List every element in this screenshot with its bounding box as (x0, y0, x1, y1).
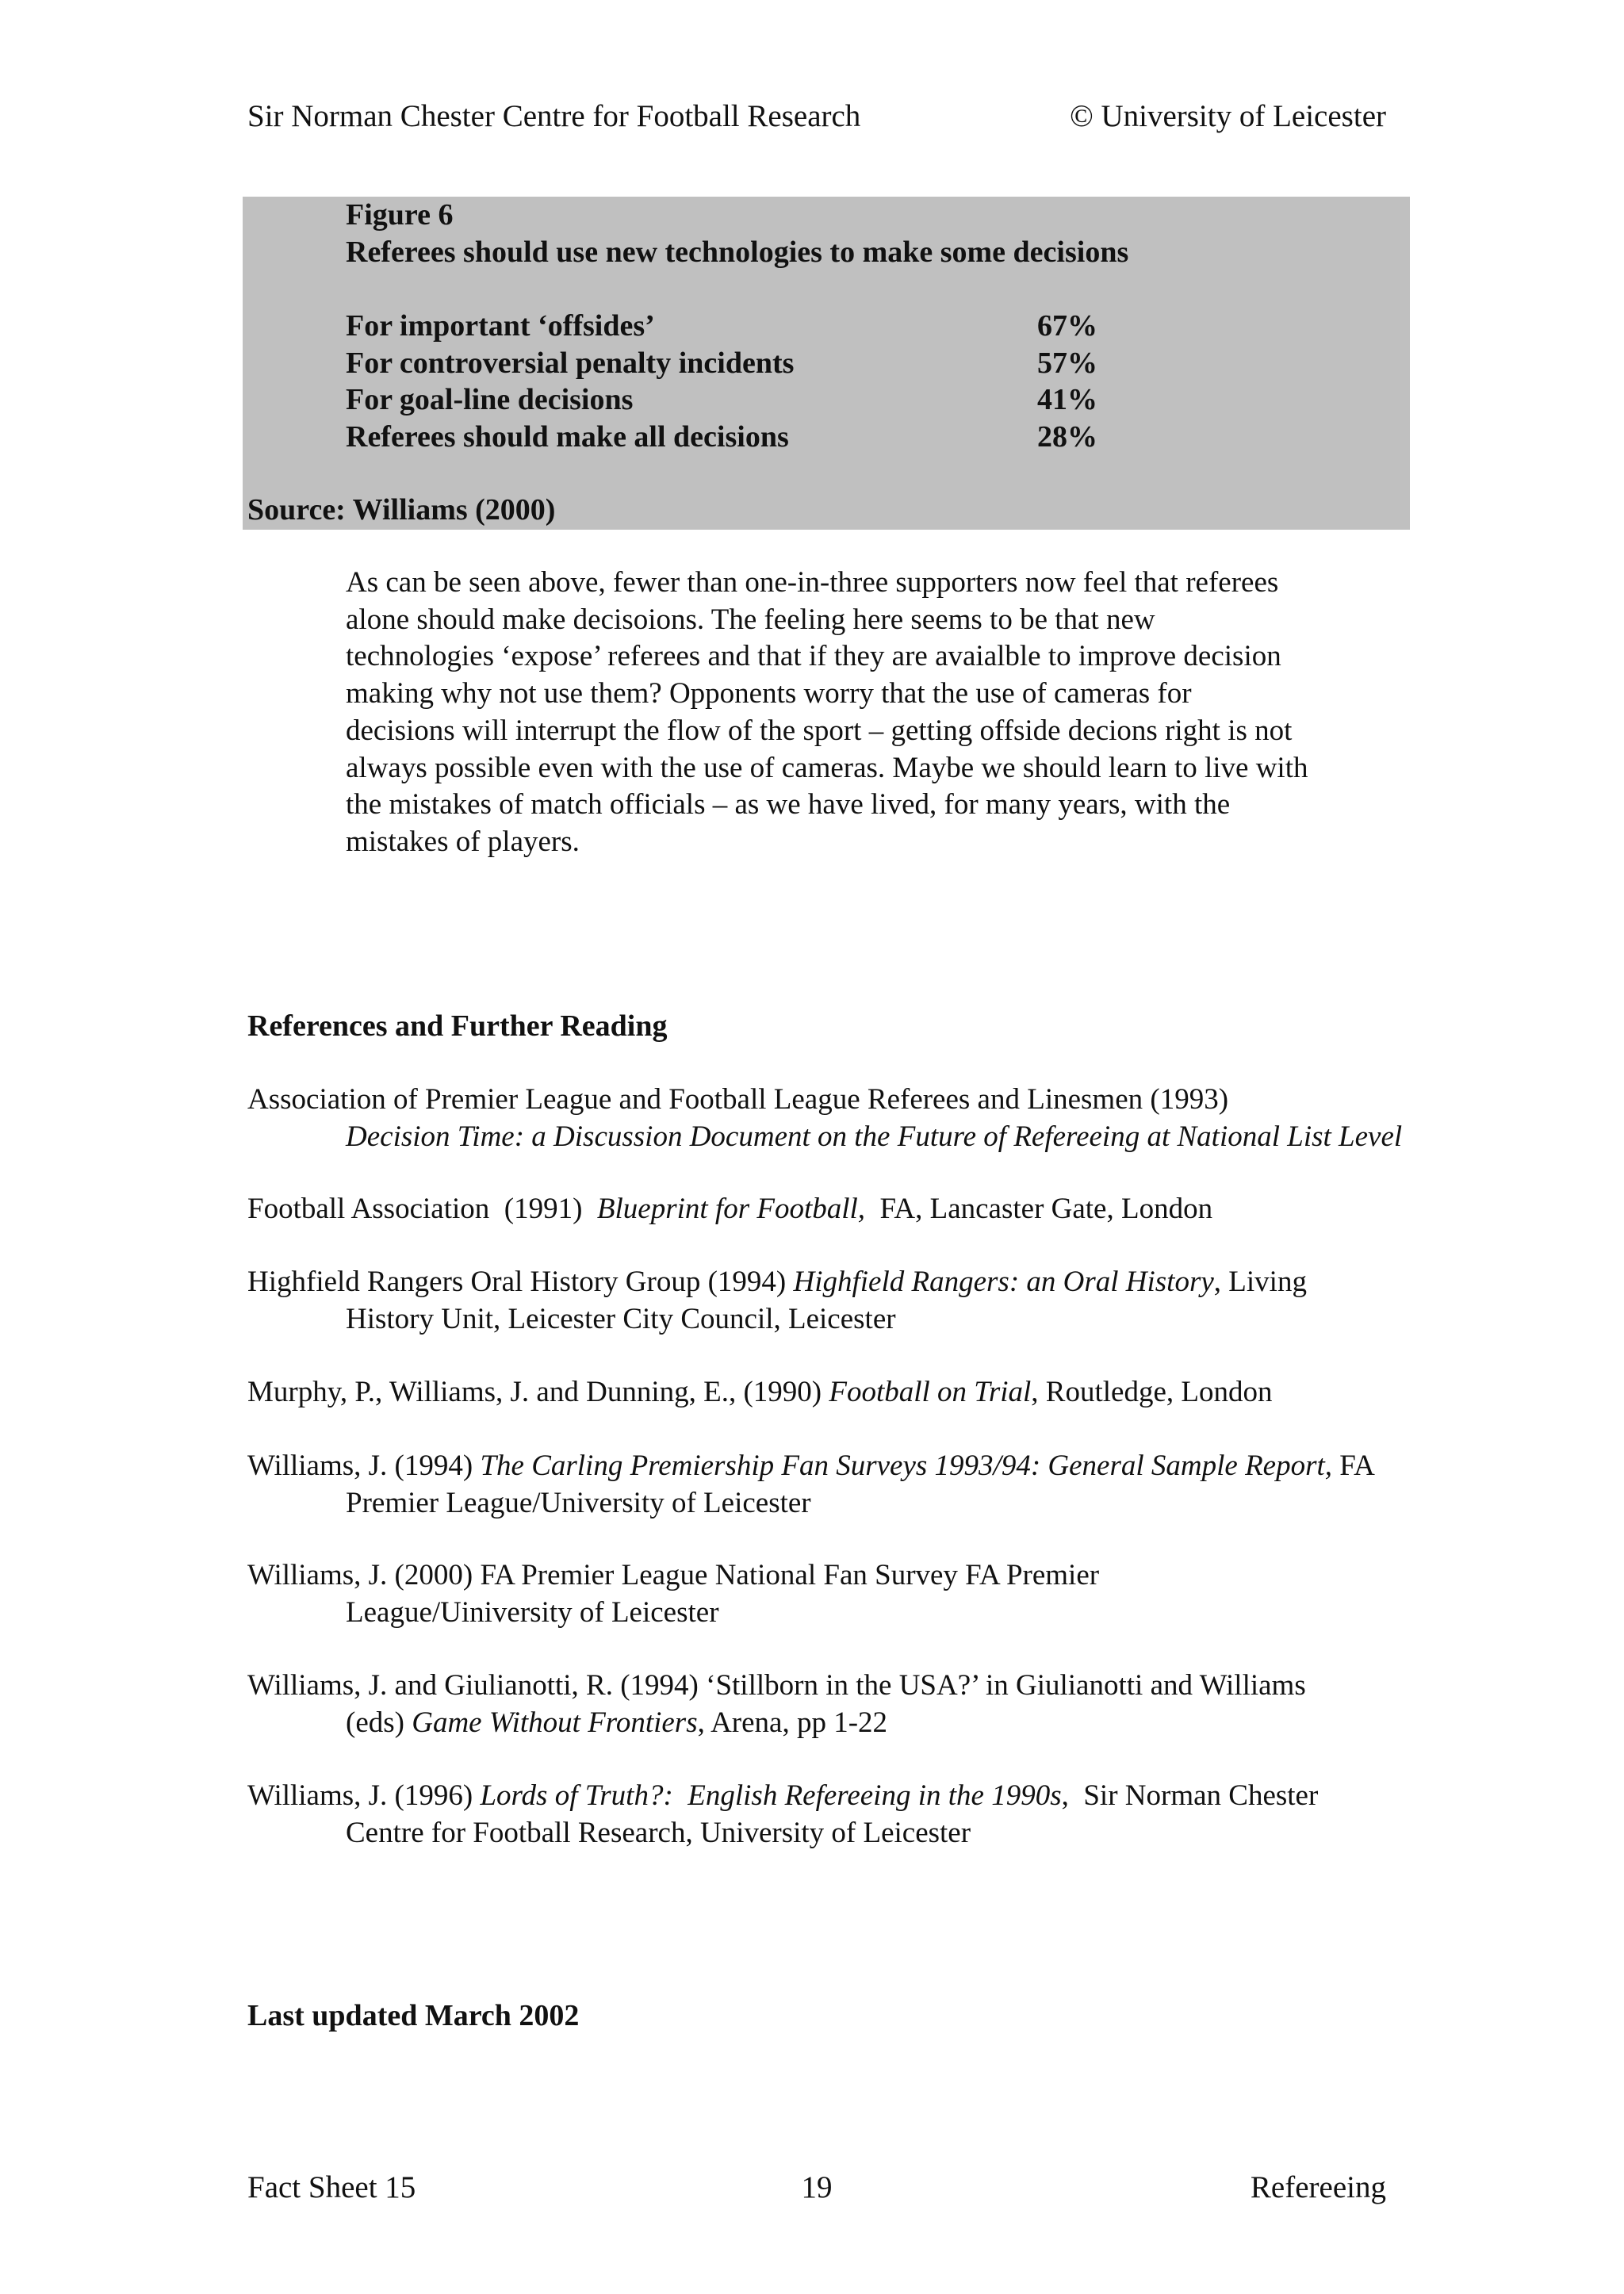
reference-text: Highfield Rangers Oral History Group (1994) (247, 1266, 794, 1298)
figure-row (346, 345, 1097, 382)
reference-line: Williams, J. (2000) FA Premier League National Fan Survey FA Premier (247, 1559, 1100, 1591)
reference-title: Lords of Truth?: English Refereeing in the 1990s (480, 1779, 1062, 1812)
figure-row (346, 381, 1097, 419)
reference-entry (247, 1448, 1405, 1522)
reference-entry (247, 1191, 1405, 1228)
reference-text: , Arena, pp 1-22 (697, 1706, 888, 1739)
reference-text: (eds) (346, 1706, 412, 1739)
reference-line (247, 1264, 1405, 1301)
figure-row-label: For controversial penalty incidents (346, 346, 795, 380)
reference-title: Decision Time: a Discussion Document on the Future of Refereeing at National List Level (346, 1120, 1403, 1153)
reference-line (247, 1448, 1405, 1485)
reference-text: Williams, J. (1996) (247, 1779, 481, 1812)
reference-line: League/Uiniversity of Leicester (346, 1595, 719, 1629)
reference-title: Football on Trial (829, 1376, 1032, 1408)
reference-line (247, 1705, 1405, 1742)
reference-line (247, 1119, 1405, 1156)
page-number: 19 (801, 2170, 833, 2204)
reference-line (247, 1374, 1405, 1411)
figure-row-value: 28% (1037, 419, 1097, 454)
reference-line (247, 1778, 1405, 1815)
figure-caption: Referees should use new technologies to make some decisions (346, 236, 1129, 269)
page-header (247, 98, 1386, 134)
reference-entry (247, 1374, 1405, 1411)
reference-text: Football Association (1991) (247, 1193, 597, 1225)
reference-line: Association of Premier League and Football League Referees and Linesmen (1993) (247, 1083, 1229, 1116)
figure-table (346, 308, 1097, 455)
figure-row-value: 67% (1037, 309, 1097, 343)
reference-text: Williams, J. (1994) (247, 1450, 481, 1482)
reference-title: Game Without Frontiers (412, 1706, 698, 1739)
figure-title (346, 197, 1128, 271)
reference-line (247, 1191, 1405, 1228)
header-right: © University of Leicester (1070, 99, 1386, 133)
footer-right: Refereeing (1250, 2170, 1386, 2204)
page-footer (247, 2170, 1386, 2205)
figure-row (346, 308, 1097, 345)
figure-row-label: Referees should make all decisions (346, 419, 789, 454)
reference-line: History Unit, Leicester City Council, Leicester (346, 1302, 896, 1335)
paragraph-line: technologies ‘expose’ referees and that if they are avaialble to improve decision (346, 640, 1281, 673)
reference-line: Centre for Football Research, University of Leicester (346, 1816, 971, 1849)
paragraph-line: the mistakes of match officials – as we have lived, for many years, with the (346, 788, 1231, 821)
last-updated: Last updated March 2002 (247, 1999, 580, 2032)
reference-entry (247, 1778, 1405, 1852)
reference-entry (247, 1264, 1405, 1338)
reference-entry (247, 1557, 1405, 1631)
reference-line: Premier League/University of Leicester (346, 1486, 811, 1519)
reference-text: , Routledge, London (1031, 1376, 1273, 1408)
header-left: Sir Norman Chester Centre for Football Research (247, 99, 861, 133)
reference-text: FA (1332, 1450, 1375, 1482)
body-paragraph (346, 565, 1400, 861)
paragraph-line: decisions will interrupt the flow of the sport – getting offside decions right is not (346, 714, 1293, 747)
reference-text: Murphy, P., Williams, J. and Dunning, E., (1990) (247, 1376, 829, 1408)
reference-text: FA, Lancaster Gate, London (865, 1193, 1213, 1225)
figure-label: Figure 6 (346, 198, 454, 232)
reference-title: The Carling Premiership Fan Surveys 1993/94: General Sample Report, (480, 1450, 1333, 1482)
figure-source: Source: Williams (2000) (247, 493, 556, 527)
figure-row-label: For goal-line decisions (346, 383, 634, 416)
paragraph-line: mistakes of players. (346, 825, 580, 858)
reference-line: Williams, J. and Giulianotti, R. (1994) ‘Stillborn in the USA?’ in Giulianotti and Williams (247, 1669, 1306, 1702)
reference-text: , Living (1213, 1266, 1307, 1298)
reference-title: Highfield Rangers: an Oral History (793, 1266, 1214, 1298)
figure-row-value: 41% (1037, 383, 1097, 416)
paragraph-line: As can be seen above, fewer than one-in-three supporters now feel that referees (346, 566, 1279, 599)
reference-title: Blueprint for Football, (596, 1193, 866, 1225)
paragraph-line: making why not use them? Opponents worry that the use of cameras for (346, 677, 1192, 710)
figure-row (346, 419, 1097, 456)
footer-left: Fact Sheet 15 (247, 2170, 416, 2204)
references-heading: References and Further Reading (247, 1009, 668, 1043)
reference-entry (247, 1082, 1405, 1155)
figure-row-value: 57% (1037, 346, 1097, 380)
paragraph-line: alone should make decisoions. The feeling here seems to be that new (346, 603, 1155, 636)
reference-text: , Sir Norman Chester (1061, 1779, 1319, 1812)
figure-row-label: For important ‘offsides’ (346, 309, 655, 343)
paragraph-line: always possible even with the use of cameras. Maybe we should learn to live with (346, 751, 1308, 784)
figure-box (243, 197, 1410, 530)
reference-entry (247, 1668, 1405, 1741)
